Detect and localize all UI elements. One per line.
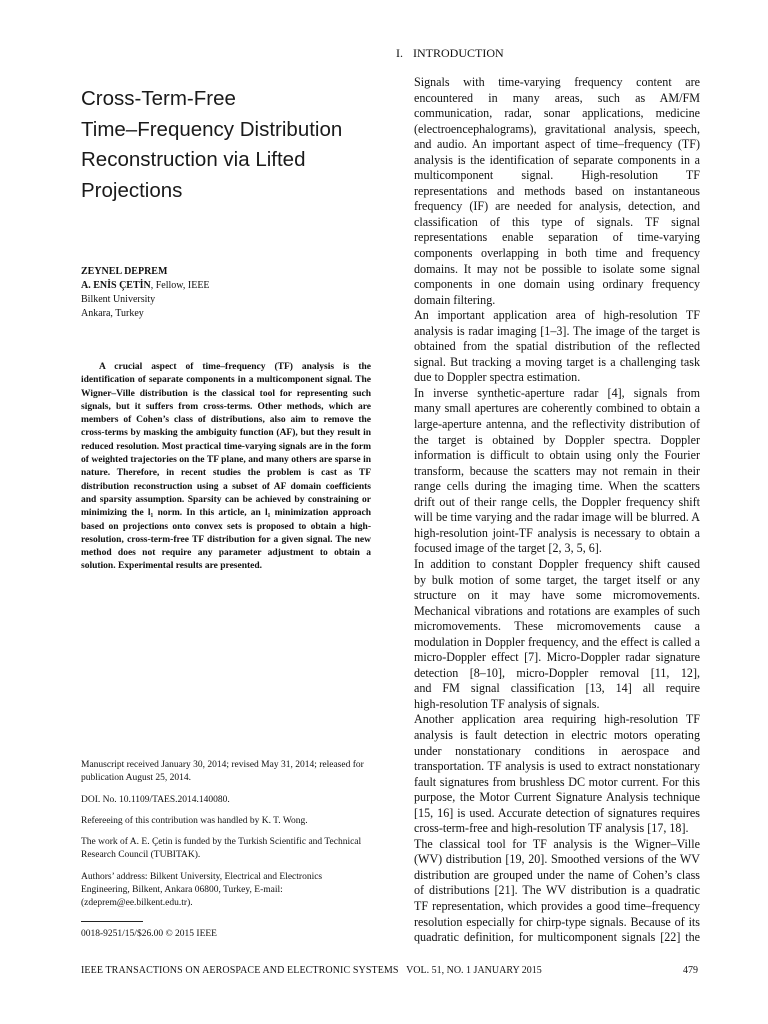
title-line: Time–Frequency Distribution (81, 117, 343, 141)
text-line: classification of this type of signals. TF signal (414, 214, 700, 229)
footer-journal-info (81, 965, 542, 976)
text-line: In inverse synthetic-aperture radar [4], signals from (414, 385, 700, 400)
author-block (81, 265, 210, 321)
text-line: micro-Doppler effect [7]. Micro-Doppler radar signature (414, 650, 700, 665)
title-line: Projections (81, 178, 183, 202)
text-line: transportation. TF analysis is used to extract nonstationary (414, 759, 700, 774)
text-line: and FM signal classification [13, 14] all require (414, 681, 700, 696)
section-heading (396, 46, 504, 61)
title-line: Cross-Term-Free (81, 87, 236, 110)
body-paragraph (396, 308, 700, 386)
text-line: transform, because the scatters may not remain in their (414, 463, 700, 478)
text-line: large-aperture antenna, and the reflectivity distribution of (414, 417, 700, 432)
text-line: frequency (IF) are needed for analysis, detection, and (414, 199, 700, 214)
body-paragraph (396, 386, 700, 557)
text-line: and audio. An important aspect of time–frequency (TF) (414, 137, 700, 152)
text-line: TF representation, which provides a good time–frequency (414, 898, 700, 913)
text-line: quadratic definition, for multicomponent signals [22] the (414, 930, 700, 945)
text-line: micromovements. These micromovements cause a (414, 619, 700, 634)
footnote-refereeing: Refereeing of this contribution was handled by K. T. Wong. (81, 815, 308, 826)
text-line: modulation in Doppler frequency, and the effect is called a (414, 634, 700, 649)
footnote-rule (81, 921, 143, 922)
text-line: domain filtering. (414, 292, 496, 307)
body-paragraph (396, 712, 700, 836)
text-line: signal. But tracking a moving target is a challenging task (414, 354, 700, 369)
issn-copyright: 0018-9251/15/$26.00 © 2015 IEEE (81, 928, 217, 939)
text-line: high-resolution joint-TF analysis is necessary to obtain a (414, 525, 700, 540)
text-line: purpose, the Motor Current Signature Analysis technique (414, 790, 700, 805)
abstract: A crucial aspect of time–frequency (TF) analysis is the identification of separate components in a multicomponent signal. The Wigner–Ville distribution is the classical tool for representing such signals, but it suffers from cross-terms. Other methods, which are members of Cohen’s class of distributions, also aim to remove the cross-terms by masking the ambiguity function (AF), but they result in reduced resolution. Most practical time-varying signals are in the form of weighted trajectories on the TF plane, and many others are sparse in nature. Therefore, in recent studies the problem is cast as TF distribution reconstruction using a subset of AF domain coefficients and sparsity assumption. Sparsity can be achieved by constraining or minimizing the l₁ norm. In this article, an l₁ minimization approach based on projections onto convex sets is proposed to obtain a high-resolution, cross-term-free TF distribution for a given signal. The new method does not require any parameter adjustment to obtain a solution. Experimental results are presented. (81, 362, 371, 572)
text-line: focused image of the target [2, 3, 5, 6]. (414, 541, 602, 556)
body-paragraph (396, 837, 700, 946)
footnote-funding: The work of A. E. Çetin is funded by the Turkish Scientific and Technical Research Council (TUBITAK). (81, 837, 362, 861)
author-1: ZEYNEL DEPREM (81, 266, 168, 277)
text-line: under nonstationary conditions in aerospace and (414, 743, 700, 758)
title-line: Reconstruction via Lifted (81, 148, 306, 171)
text-line: Mechanical vibrations and rotations are examples of such (414, 603, 700, 618)
text-line: (WV) distribution [19, 20]. Smoothed versions of the WV (414, 852, 700, 867)
text-line: components overlapping in both time and frequency (414, 246, 700, 261)
page-number: 479 (683, 965, 698, 976)
footer-journal: IEEE TRANSACTIONS ON AEROSPACE AND ELECTRONIC SYSTEMS (81, 965, 399, 976)
footnote-address: Authors’ address: Bilkent University, Electrical and Electronics Engineering, Bilkent, Ankara 06800, Turkey, E-mail: (zdeprem@ee.bilkent.edu.tr). (81, 871, 323, 909)
text-line: representations enable separation of time-varying (414, 230, 700, 245)
text-line: range cells during the imaging time. When the scatters (414, 479, 700, 494)
text-line: drift out of their range cells, the Doppler frequency shift (414, 494, 700, 509)
text-line: multicomponent signal. High-resolution TF (414, 168, 700, 183)
text-line: analysis is radar imaging [1–3]. The image of the target is (414, 323, 700, 338)
text-line: detection [8–10], micro-Doppler removal [11, 12], (414, 665, 700, 680)
text-line: analysis is the identification of separate components in a (414, 152, 700, 167)
text-line: encountered in many areas, such as AM/FM (414, 90, 700, 105)
text-line: Another application area requiring high-resolution TF (414, 712, 700, 727)
text-line: The classical tool for TF analysis is the Wigner–Ville (414, 836, 700, 851)
text-line: (electroencephalograms), gravitational analysis, speech, (414, 121, 700, 136)
author-2-title: , Fellow, IEEE (150, 280, 210, 291)
text-line: of distributions [21]. The WV distribution is a quadratic (414, 883, 700, 898)
text-line: due to Doppler spectra estimation. (414, 370, 581, 385)
footnotes (81, 759, 371, 941)
section-number: I. (396, 46, 403, 60)
author-2-name: A. ENİS ÇETİN (81, 280, 151, 291)
text-line: communication, radar, sonar applications, medicine (414, 106, 700, 121)
text-line: In addition to constant Doppler frequency shift caused (414, 556, 700, 571)
text-line: resolution especially for chirp-type signals. Because of its (414, 914, 700, 929)
footnote-manuscript: Manuscript received January 30, 2014; revised May 31, 2014; released for publication August 25, 2014. (81, 760, 364, 784)
text-line: analysis is fault detection in electric motors operating (414, 727, 700, 742)
text-line: domains. It may not be possible to isolate some signal (414, 261, 700, 276)
text-line: the target is obtained by Doppler spectra. Doppler (414, 432, 700, 447)
text-line: Signals with time-varying frequency content are (414, 75, 700, 89)
text-line: obtained from the spatial distribution of the reflected (414, 339, 700, 354)
text-line: will be time varying and the radar image will be blurred. A (414, 510, 700, 525)
affiliation-line: Ankara, Turkey (81, 308, 144, 319)
affiliation-line: Bilkent University (81, 294, 156, 305)
text-line: high-resolution TF analysis of signals. (414, 696, 600, 711)
text-line: fault signatures from brushless DC motor current. For this (414, 774, 700, 789)
article-title (81, 84, 381, 206)
footer-volume: VOL. 51, NO. 1 JANUARY 2015 (406, 965, 542, 976)
body-paragraph (396, 557, 700, 712)
body-paragraph (396, 75, 700, 308)
text-line: representations and methods based on instantaneous (414, 183, 700, 198)
text-line: distribution are grouped under the name of Cohen’s class (414, 867, 700, 882)
text-line: [15, 16] is used. Accurate detection of signatures requires (414, 805, 700, 820)
text-line: components in one domain using ordinary frequency (414, 277, 700, 292)
section-title: INTRODUCTION (413, 46, 504, 60)
author-2 (81, 279, 210, 293)
footnote-doi: DOI. No. 10.1109/TAES.2014.140080. (81, 794, 230, 805)
text-line: structure on it may have some micromovements. (414, 588, 700, 603)
text-line: information is difficult to obtain using only the Fourier (414, 448, 700, 463)
text-line: An important application area of high-resolution TF (414, 308, 700, 323)
page-footer (81, 965, 698, 976)
text-line: by bulk motion of some target, the target itself or any (414, 572, 700, 587)
text-line: many small apertures are coherently combined to obtain a (414, 401, 700, 416)
body-text (396, 75, 700, 946)
text-line: cross-term-free and high-resolution TF analysis [17, 18]. (414, 821, 689, 836)
